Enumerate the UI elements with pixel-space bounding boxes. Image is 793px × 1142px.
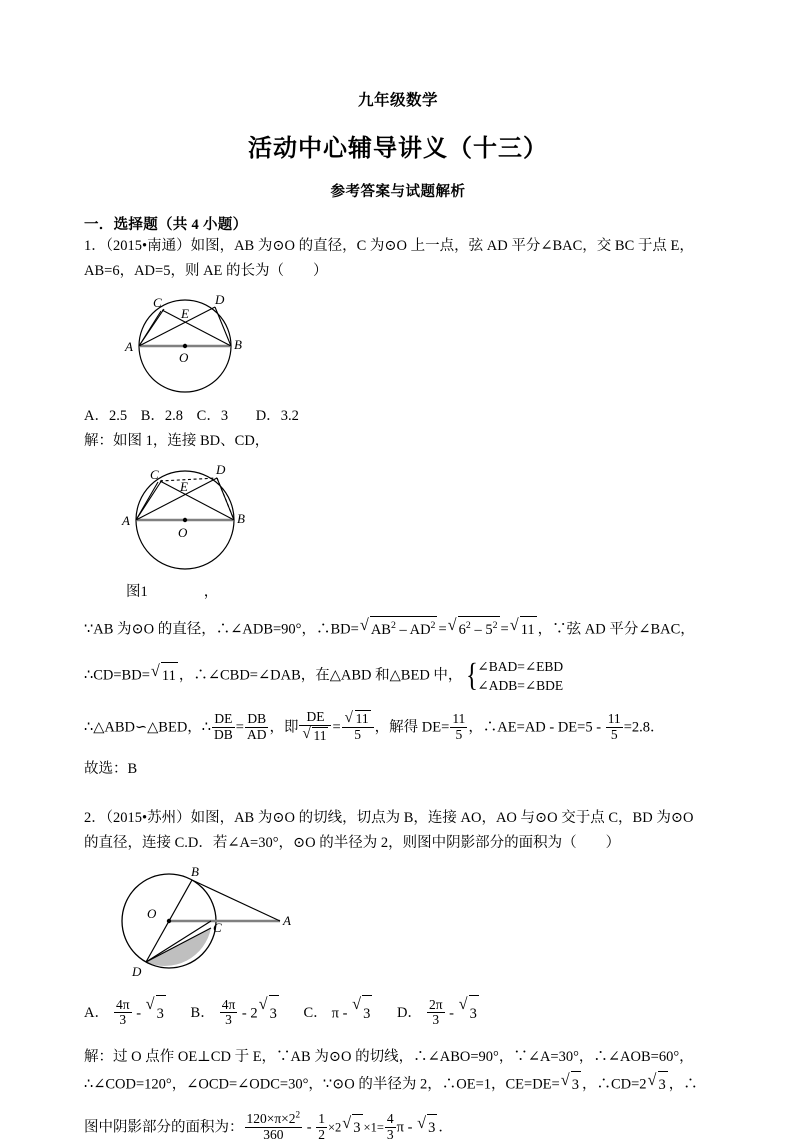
- sqrt-ab2-minus-ad2: √ $AB^2 - AD^2$: [360, 615, 438, 643]
- sqrt-11: √ 11: [510, 615, 537, 643]
- question-2-figure: [84, 862, 712, 984]
- circle-diagram-2: [84, 460, 324, 578]
- angle-conditions-brace: [464, 657, 563, 695]
- question-1-solution-intro: 解：如图 1，连接 BD、CD，: [84, 433, 270, 449]
- question-1-stem-line-1: 1．（2015•南通）如图，AB 为⊙O 的直径，C 为⊙O 上一点，弦 AD 平分∠BAC，交 BC 于点 E，: [84, 238, 694, 254]
- q2sol2-text-c: ，∴: [668, 1076, 698, 1093]
- question-2-stem-line-1: 2．（2015•苏州）如图，AB 为⊙O 的切线，切点为 B，连接 AO，AO 与⊙O 交于点 C，BD 为⊙O: [84, 810, 694, 827]
- question-1-figure-1: [84, 290, 712, 398]
- q2sol3-text-a: 图中阴影部分的面积为：: [84, 1119, 244, 1136]
- q2sol2-text-a: ∴∠COD=120°，∠OCD=∠ODC=30°，∵⊙O 的半径为 2，∴OE=1，CE=DE=: [84, 1076, 560, 1093]
- frac-arc-area: $\frac{120\times\pi\times 2^2}{360}$: [246, 1109, 301, 1142]
- label-O: O: [147, 906, 157, 922]
- sqrt-3: √ 3: [561, 1070, 581, 1098]
- q2sol2-text-b: ，∴CD=2: [581, 1076, 647, 1093]
- option-B: B．2.8: [140, 408, 184, 424]
- choice-A: A． $\frac{4\pi}{3}$ - √ 3: [84, 994, 167, 1031]
- question-1-solution-line-1: ∵AB 为⊙O 的直径，∴∠ADB=90°，∴BD= √ $AB^2 - AD^2$ = √ $6^2 - 5^2$ = √ 11 ，∵弦 AD 平分∠BAC，: [84, 615, 712, 643]
- label-O: O: [178, 525, 188, 540]
- question-1-stem-line-2: AB=6，AD=5，则 AE 的长为（ ）: [84, 263, 328, 279]
- sqrt-3: √ 3: [352, 994, 372, 1031]
- question-2-solution-line-3: 图中阴影部分的面积为： $\frac{120\times\pi\times 2^2}{360}$ - $\frac{1}{2}$ ×2 √ 3 ×1= $\frac{4}{3}$ π - √ 3 ．: [84, 1109, 453, 1142]
- document-subtitle: 参考答案与试题解析: [330, 184, 466, 200]
- frac-11-over-5: $\frac{11}{5}$: [607, 711, 621, 742]
- label-O: O: [179, 350, 189, 365]
- label-E: E: [181, 306, 189, 321]
- option-C: C．3: [196, 408, 229, 424]
- circle-diagram-3: [84, 862, 344, 984]
- figure-caption: 图1 ，: [126, 584, 219, 600]
- frac-4-over-3: $\frac{4}{3}$: [386, 1111, 394, 1142]
- label-D: D: [216, 462, 226, 477]
- question-1-solution-line-2: [84, 657, 712, 695]
- question-2-stem-line-2: 的直径，连接 C.D．若∠A=30°，⊙O 的半径为 2，则图中阴影部分的面积为（ ）: [84, 835, 621, 852]
- question-2-solution-line-1: 解：过 O 点作 OE⊥CD 于 E，∵AB 为⊙O 的切线，∴∠ABO=90°，∵∠A=30°，∴∠AOB=60°，: [84, 1049, 694, 1066]
- sqrt-3: √ 3: [259, 994, 279, 1031]
- label-E: E: [180, 479, 188, 494]
- sol2-text-b: ，∴∠CBD=∠DAB，在△ABD 和△BED 中，: [178, 667, 463, 684]
- label-A: A: [122, 513, 130, 528]
- label-C: C: [213, 920, 222, 936]
- sol3-text-a: ∴△ABD∽△BED，∴: [84, 719, 212, 736]
- question-2-choices: [84, 994, 712, 1031]
- label-A: A: [125, 339, 133, 354]
- document-title: 活动中心辅导讲义（十三）: [248, 136, 548, 162]
- sqrt-3: √ 3: [459, 994, 479, 1031]
- frac-de-over-db: $\frac{DE}{DB}$: [214, 711, 233, 742]
- question-1-solution-line-3: ∴△ABD∽△BED，∴ $\frac{DE}{DB}$ = $\frac{DB}{AD}$ ，即 DE √ 11 = √ 11 5 ，解得 DE= $\frac{11}{5}$ ，∴AE=AD - DE=5 - $\frac{11}{5}$ =2.8．: [84, 708, 665, 743]
- label-B: B: [191, 864, 199, 880]
- sol2-text-a: ∴CD=BD=: [84, 667, 150, 684]
- choice-C: C． π - √ 3: [304, 994, 374, 1031]
- sqrt-11: √ 11: [302, 726, 327, 743]
- sqrt-11: √ 11: [151, 661, 178, 689]
- label-A: A: [283, 913, 291, 929]
- sqrt-3: √ 3: [342, 1113, 362, 1141]
- option-A: A．2.5: [84, 408, 128, 424]
- sol1-text-a: ∵AB 为⊙O 的直径，∴∠ADB=90°，∴BD=: [84, 621, 359, 638]
- sol3-text-c: ，解得 DE=: [374, 719, 450, 736]
- section-heading: 一．选择题（共 4 小题）: [84, 217, 248, 233]
- label-C: C: [150, 467, 159, 482]
- label-C: C: [153, 295, 162, 310]
- label-B: B: [237, 511, 245, 526]
- choice-B: B． $\frac{4\pi}{3}$ - 2 √ 3: [191, 994, 280, 1031]
- sol3-text-e: =2.8．: [623, 719, 665, 736]
- question-2-solution-line-2: [84, 1070, 712, 1098]
- question-1-figure-2: [84, 460, 712, 601]
- option-D: D．3.2: [255, 408, 299, 424]
- frac-1-over-2: $\frac{1}{2}$: [318, 1111, 325, 1142]
- frac-de-over-sqrt11: DE √ 11: [299, 710, 331, 743]
- sol1-text-b: ，∵弦 AD 平分∠BAC，: [537, 621, 695, 638]
- sqrt-3: √ 3: [146, 994, 166, 1031]
- question-1-options: [84, 404, 712, 429]
- page-content: [84, 0, 712, 1142]
- frac-11-over-5: $\frac{11}{5}$: [452, 711, 466, 742]
- sqrt-11: √ 11: [344, 710, 369, 727]
- sol3-text-d: ，∴AE=AD - DE=5 -: [468, 719, 605, 736]
- sqrt-3: √ 3: [648, 1070, 668, 1098]
- circle-diagram-1: [84, 290, 324, 398]
- frac-sqrt11-over-5: √ 11 5: [342, 709, 374, 742]
- sol3-text-b: ，即: [269, 719, 299, 736]
- sqrt-6sq-minus-5sq: √ $6^2 - 5^2$: [448, 615, 500, 643]
- choice-D: D． $\frac{2\pi}{3}$ - √ 3: [397, 994, 480, 1031]
- left-curly-brace: {: [466, 657, 479, 694]
- frac-4pi-over-3: $\frac{4\pi}{3}$: [221, 996, 236, 1028]
- sqrt-3: √ 3: [417, 1113, 437, 1141]
- label-D: D: [215, 292, 225, 307]
- label-D: D: [132, 964, 142, 980]
- frac-4pi-over-3: $\frac{4\pi}{3}$: [115, 996, 130, 1028]
- brace-row-2: ∠ADB=∠BDE: [477, 678, 564, 694]
- frac-db-over-ad: $\frac{DB}{AD}$: [246, 711, 267, 742]
- question-1-answer: 故选：B: [84, 761, 138, 778]
- label-B: B: [234, 337, 242, 352]
- frac-2pi-over-3: $\frac{2\pi}{3}$: [428, 996, 443, 1028]
- document-subject: 九年级数学: [357, 92, 438, 109]
- brace-row-1: ∠BAD=∠EBD: [477, 659, 564, 674]
